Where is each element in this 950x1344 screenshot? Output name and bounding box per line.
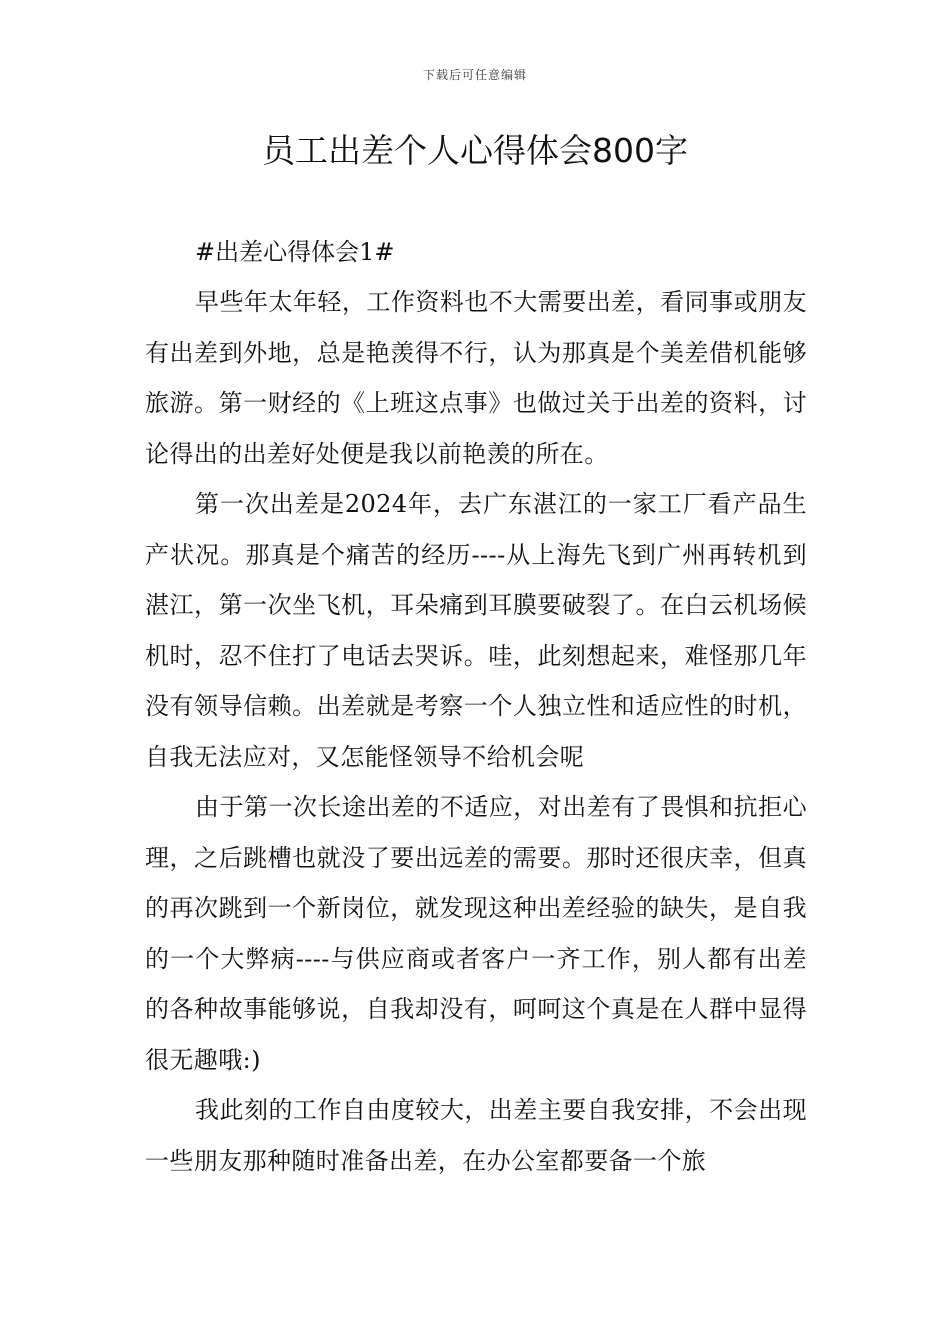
paragraph-4: 我此刻的工作自由度较大，出差主要自我安排，不会出现一些朋友那种随时准备出差，在办公室都要备一个旅 [145, 1096, 807, 1175]
document-title: 员工出差个人心得体会800字 [262, 131, 688, 170]
header-note: 下载后可任意编辑 [422, 68, 527, 82]
paragraph-2: 第一次出差是2024年，去广东湛江的一家工厂看产品生产状况。那真是个痛苦的经历----从上海先飞到广州再转机到湛江，第一次坐飞机，耳朵痛到耳膜要破裂了。在白云机场候机时，忍不住打了电话去哭诉。哇，此刻想起来，难怪那几年没有领导信赖。出差就是考察一个人独立性和适应性的时机，自我无法应对，又怎能怪领导不给机会呢 [145, 490, 807, 771]
document-body [145, 227, 807, 1186]
paragraph-3: 由于第一次长途出差的不适应，对出差有了畏惧和抗拒心理，之后跳槽也就没了要出远差的需要。那时还很庆幸，但真的再次跳到一个新岗位，就发现这种出差经验的缺失，是自我的一个大弊病----与供应商或者客户一齐工作，别人都有出差的各种故事能够说，自我却没有，呵呵这个真是在人群中显得很无趣哦:) [145, 793, 807, 1074]
paragraph-1: 早些年太年轻，工作资料也不大需要出差，看同事或朋友有出差到外地，总是艳羡得不行，认为那真是个美差借机能够旅游。第一财经的《上班这点事》也做过关于出差的资料，讨论得出的出差好处便是我以前艳羡的所在。 [145, 288, 807, 468]
section-heading: #出差心得体会1# [195, 238, 395, 266]
